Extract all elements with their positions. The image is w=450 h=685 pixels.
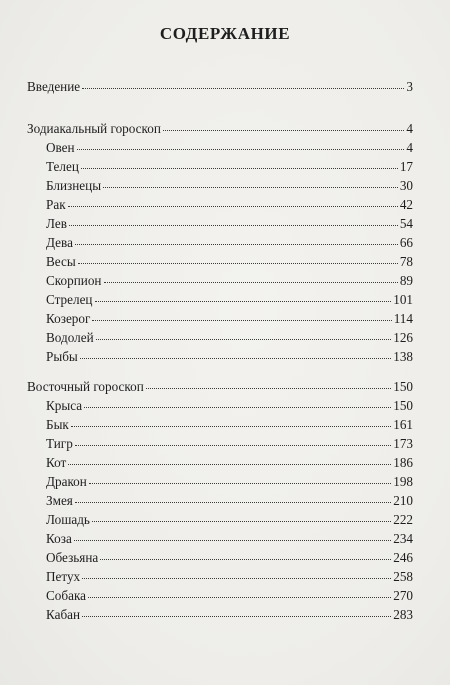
toc-entry-label: Весы <box>46 254 76 269</box>
toc-page-number: 234 <box>393 531 413 546</box>
toc-page-number: 150 <box>393 398 413 413</box>
dot-leader <box>96 326 392 340</box>
toc-page-number: 150 <box>393 379 413 394</box>
dot-leader <box>74 527 391 541</box>
dot-leader <box>75 432 391 446</box>
toc-section-zodiac <box>27 119 413 366</box>
toc-page-number: 4 <box>406 121 413 136</box>
dot-leader <box>104 269 398 283</box>
dot-leader <box>146 375 391 389</box>
dot-leader <box>75 489 391 503</box>
toc-page-number: 3 <box>406 79 413 94</box>
dot-leader <box>82 565 391 579</box>
toc-entry-label: Петух <box>46 569 81 584</box>
dot-leader <box>71 413 391 427</box>
toc-entry-label: Бык <box>46 417 69 432</box>
page-title: СОДЕРЖАНИЕ <box>159 24 291 43</box>
toc-entry-label: Восточный гороскоп <box>27 379 144 394</box>
toc-entry-label: Лев <box>46 216 67 231</box>
toc-entry-label: Зодиакальный гороскоп <box>27 121 161 136</box>
dot-leader <box>77 136 405 150</box>
dot-leader <box>89 470 391 484</box>
toc-page-number: 114 <box>393 311 413 326</box>
toc-page-number: 186 <box>393 455 413 470</box>
toc-entry-label: Крыса <box>46 398 83 413</box>
toc-section-eastern <box>27 377 413 624</box>
dot-leader <box>92 307 391 321</box>
toc-page-number: 210 <box>393 493 413 508</box>
toc-entry-label: Стрелец <box>46 292 93 307</box>
dot-leader <box>92 508 391 522</box>
toc-entry-label: Скорпион <box>46 273 102 288</box>
toc-page-number: 17 <box>399 159 413 174</box>
toc-page-number: 246 <box>393 550 413 565</box>
toc-page-number: 161 <box>393 417 413 432</box>
toc-entry-label: Телец <box>46 159 79 174</box>
toc-entry-label: Змея <box>46 493 73 508</box>
dot-leader <box>95 288 392 302</box>
dot-leader <box>78 250 398 264</box>
toc-entry-label: Овен <box>46 140 75 155</box>
toc-entry-label: Дракон <box>46 474 87 489</box>
toc-page-number: 66 <box>399 235 413 250</box>
toc-page-number: 4 <box>406 140 413 155</box>
toc-page-number: 54 <box>399 216 413 231</box>
dot-leader <box>84 394 391 408</box>
toc-entry-label: Коза <box>46 531 72 546</box>
toc-entry-label: Кабан <box>46 607 81 622</box>
toc-page-number: 258 <box>393 569 413 584</box>
toc-entry-label: Обезьяна <box>46 550 99 565</box>
dot-leader <box>68 451 391 465</box>
dot-leader <box>80 345 391 359</box>
toc-section-intro <box>27 77 413 96</box>
toc-page-number: 138 <box>393 349 413 364</box>
toc-entry-label: Кот <box>46 455 67 470</box>
toc-entry-label: Дева <box>46 235 73 250</box>
toc-entry-label: Близнецы <box>46 178 102 193</box>
toc-page-number: 283 <box>393 607 413 622</box>
toc-page-number: 126 <box>393 330 413 345</box>
toc-page-number: 173 <box>393 436 413 451</box>
toc-entry-label: Козерог <box>46 311 91 326</box>
dot-leader <box>69 212 398 226</box>
toc-entry-label: Введение <box>27 79 81 94</box>
toc-entry <box>27 347 413 366</box>
toc-page-number: 78 <box>399 254 413 269</box>
toc-page-number: 270 <box>393 588 413 603</box>
dot-leader <box>82 75 404 89</box>
dot-leader <box>81 155 398 169</box>
toc-page-number: 222 <box>393 512 413 527</box>
dot-leader <box>82 603 391 617</box>
toc-entry-label: Рыбы <box>46 349 78 364</box>
toc-page-number: 101 <box>393 292 413 307</box>
toc-entry-label: Собака <box>46 588 87 603</box>
dot-leader <box>75 231 398 245</box>
dot-leader <box>68 193 398 207</box>
toc-entry-label: Рак <box>46 197 66 212</box>
toc-entry <box>27 605 413 624</box>
toc-entry-label: Лошадь <box>46 512 90 527</box>
dot-leader <box>100 546 391 560</box>
toc-page-number: 30 <box>399 178 413 193</box>
toc-section-heading <box>27 77 413 96</box>
toc-page-number: 42 <box>399 197 413 212</box>
toc-entry-label: Тигр <box>46 436 73 451</box>
dot-leader <box>103 174 398 188</box>
dot-leader <box>163 117 404 131</box>
dot-leader <box>88 584 391 598</box>
toc-page-number: 89 <box>399 273 413 288</box>
toc-entry-label: Водолей <box>46 330 94 345</box>
toc-page-number: 198 <box>393 474 413 489</box>
